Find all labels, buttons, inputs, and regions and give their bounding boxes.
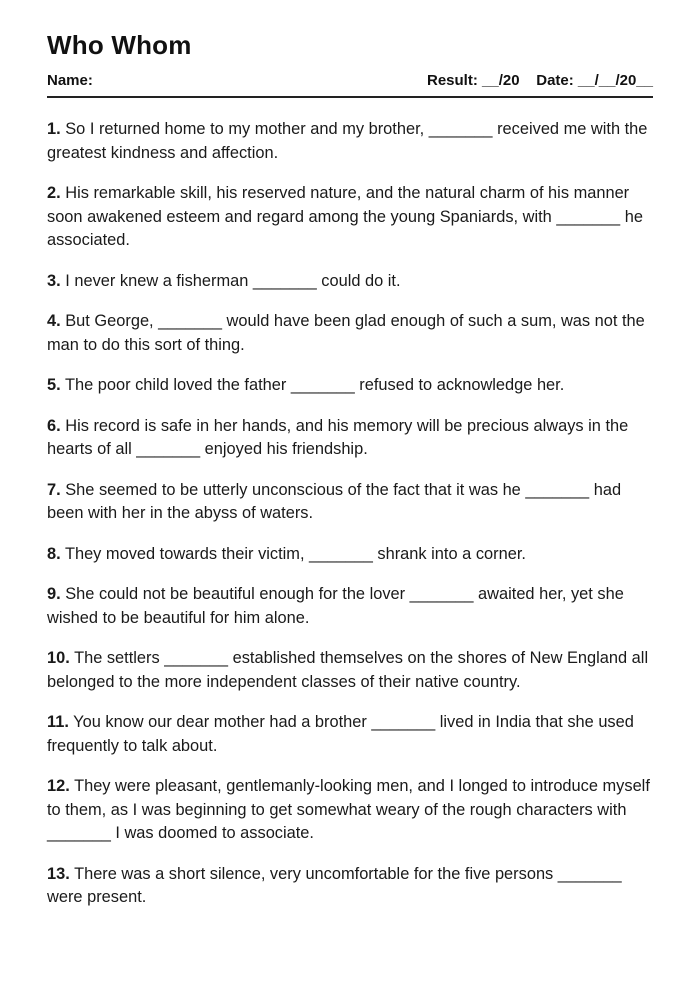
worksheet-title: Who Whom — [47, 30, 192, 60]
question-text: The poor child loved the father _______ refused to acknowledge her. — [64, 376, 565, 394]
question-item — [47, 775, 650, 846]
question-number: 2. — [47, 184, 61, 202]
question-number: 5. — [47, 376, 61, 394]
question-number: 3. — [47, 271, 61, 290]
question-text: She seemed to be utterly unconscious of the fact that it was he _______ had been with her in the abyss of waters. — [47, 480, 622, 522]
question-text: She could not be beautiful enough for the lover _______ awaited her, yet she wished to be beautiful for him alone. — [47, 585, 624, 627]
question-item — [47, 118, 650, 165]
question-item — [47, 647, 650, 694]
question-item — [47, 479, 650, 526]
question-item — [47, 415, 650, 462]
question-number: 6. — [47, 416, 61, 435]
question-text: You know our dear mother had a brother _______ lived in India that she used frequently to talk about. — [47, 713, 634, 755]
question-text: His remarkable skill, his reserved nature, and the natural charm of his manner soon awakened esteem and regard among the young Spaniards, with _______ he associated. — [47, 184, 643, 249]
question-number: 10. — [47, 649, 70, 667]
question-item — [47, 863, 650, 910]
question-number: 8. — [47, 544, 61, 563]
result-label: Result: — [427, 72, 478, 89]
question-item — [47, 310, 650, 357]
question-item — [47, 583, 650, 630]
date-label: Date: — [536, 72, 574, 89]
date-value: __/__/20__ — [577, 72, 653, 89]
question-item — [47, 270, 650, 294]
question-number: 1. — [47, 120, 61, 138]
question-number: 13. — [47, 864, 70, 883]
result-date-group — [427, 72, 653, 89]
question-item — [47, 182, 650, 253]
question-text: There was a short silence, very uncomfortable for the five persons _______ were present. — [47, 864, 622, 906]
question-text: His record is safe in her hands, and his memory will be precious always in the hearts of all _______ enjoyed his friendship. — [47, 416, 629, 458]
question-text: I never knew a fisherman _______ could do it. — [65, 271, 401, 290]
question-item — [47, 374, 650, 398]
question-number: 11. — [47, 713, 69, 731]
name-label: Name: — [47, 72, 93, 89]
question-list — [47, 118, 650, 927]
question-number: 12. — [47, 777, 70, 795]
question-text: So I returned home to my mother and my brother, _______ received me with the greatest kindness and affection. — [47, 120, 648, 162]
question-number: 9. — [47, 585, 61, 603]
result-value: __/20 — [482, 72, 520, 89]
question-text: They moved towards their victim, _______ shrank into a corner. — [64, 544, 526, 563]
question-number: 4. — [47, 312, 61, 330]
question-text: They were pleasant, gentlemanly-looking men, and I longed to introduce myself to them, as I was beginning to get somewhat weary of the rough characters with _______ I was doomed to associate. — [47, 777, 650, 842]
question-number: 7. — [47, 480, 61, 499]
question-text: The settlers _______ established themselves on the shores of New England all belonged to the more independent classes of their native country. — [47, 649, 649, 691]
question-text: But George, _______ would have been glad enough of such a sum, was not the man to do this sort of thing. — [47, 312, 645, 354]
header-divider — [47, 96, 653, 98]
worksheet-header — [47, 72, 653, 92]
question-item — [47, 711, 650, 758]
question-item — [47, 543, 650, 567]
